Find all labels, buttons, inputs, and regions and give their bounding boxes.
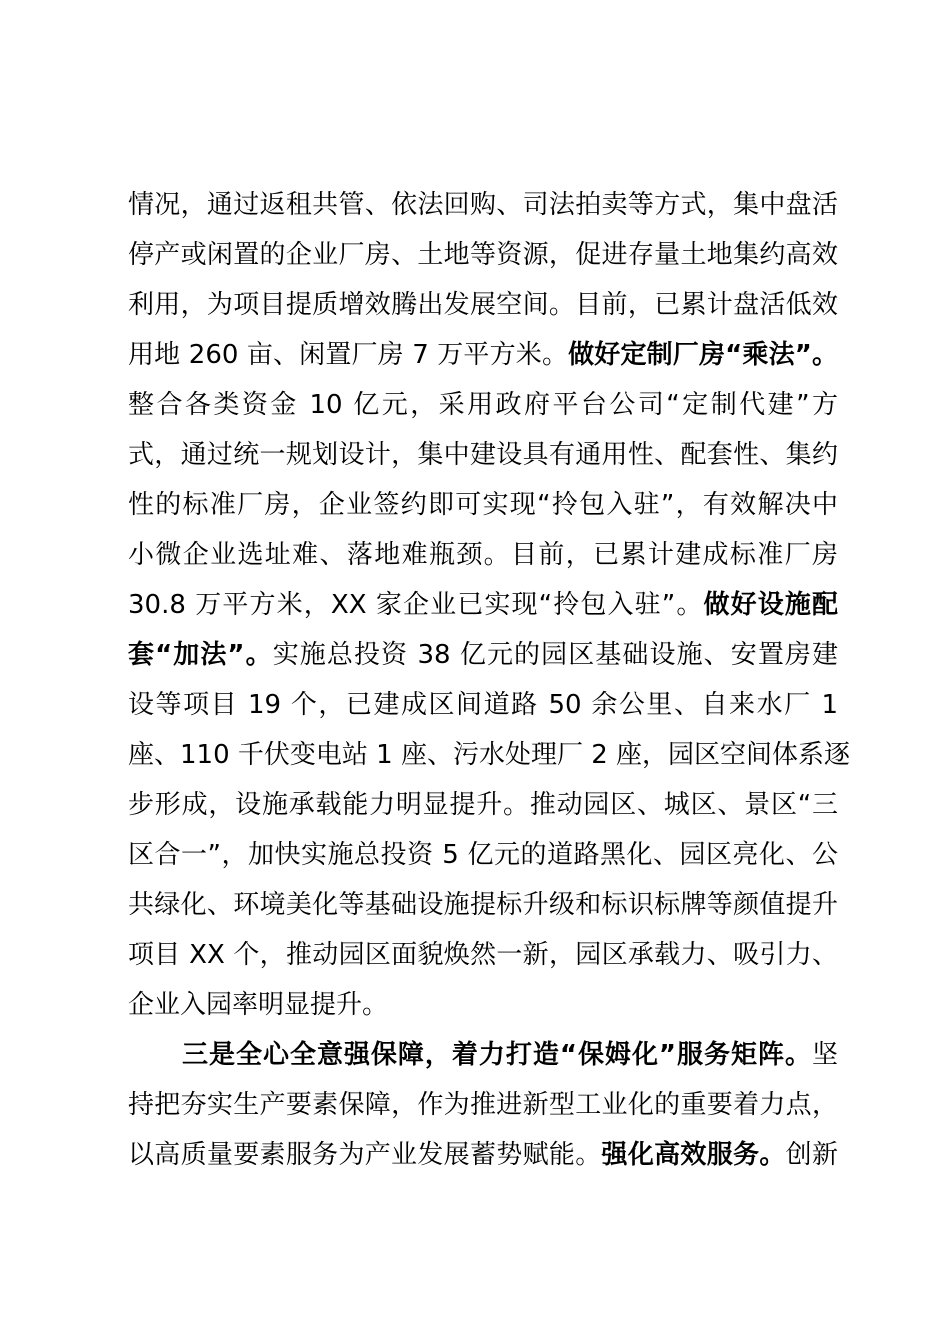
body-text: 30.8 万平方米，XX 家企业已实现“拎包入驻”。 <box>128 590 704 620</box>
body-text: 实施总投资 38 亿元的园区基础设施、安置房建 <box>272 640 838 670</box>
bold-heading-text: 做好定制厂房“乘法”。 <box>568 340 838 370</box>
bold-heading-text: 套“加法”。 <box>128 640 273 670</box>
bold-heading-text: 三是全心全意强保障，着力打造“保姆化”服务矩阵。 <box>128 1040 812 1070</box>
text-line <box>128 1030 838 1080</box>
text-line <box>128 930 838 980</box>
body-text: 利用，为项目提质增效腾出发展空间。目前，已累计盘活低效 <box>128 290 838 320</box>
text-line <box>128 280 838 330</box>
text-line <box>128 1080 838 1130</box>
body-text: 式，通过统一规划设计，集中建设具有通用性、配套性、集约 <box>128 440 838 470</box>
bold-heading-text: 做好设施配 <box>703 590 838 620</box>
text-line <box>128 580 838 630</box>
body-text: 持把夯实生产要素保障，作为推进新型工业化的重要着力点， <box>128 1090 838 1120</box>
paragraph-2 <box>128 1030 838 1180</box>
body-text: 区合一”，加快实施总投资 5 亿元的道路黑化、园区亮化、公 <box>128 840 838 870</box>
bold-heading-text: 强化高效服务。 <box>601 1140 786 1170</box>
text-line <box>128 680 838 730</box>
body-text: 以高质量要素服务为产业发展蓄势赋能。 <box>128 1140 602 1170</box>
body-text: 共绿化、环境美化等基础设施提标升级和标识标牌等颜值提升 <box>128 890 838 920</box>
body-text: 项目 XX 个，推动园区面貌焕然一新，园区承载力、吸引力、 <box>128 940 838 970</box>
body-text: 步形成，设施承载能力明显提升。推动园区、城区、景区“三 <box>128 790 838 820</box>
text-line <box>128 780 838 830</box>
text-line <box>128 230 838 280</box>
body-text: 性的标准厂房，企业签约即可实现“拎包入驻”，有效解决中 <box>128 490 838 520</box>
paragraph-1 <box>128 180 851 1030</box>
text-line <box>128 530 838 580</box>
body-text: 设等项目 19 个，已建成区间道路 50 余公里、自来水厂 1 <box>128 690 838 720</box>
body-text: 用地 260 亩、闲置厂房 7 万平方米。 <box>128 340 569 370</box>
text-line <box>128 730 851 780</box>
text-line <box>128 880 838 930</box>
body-text: 座、110 千伏变电站 1 座、污水处理厂 2 座，园区空间体系逐 <box>128 740 851 770</box>
text-line <box>128 830 838 880</box>
text-line <box>128 1130 838 1180</box>
body-text: 创新 <box>785 1140 838 1170</box>
body-text: 坚 <box>811 1040 838 1070</box>
body-text: 企业入园率明显提升。 <box>128 990 389 1020</box>
body-text: 整合各类资金 10 亿元，采用政府平台公司“定制代建”方 <box>128 390 838 420</box>
text-line <box>128 980 838 1030</box>
text-line <box>128 330 838 380</box>
body-text: 小微企业选址难、落地难瓶颈。目前，已累计建成标准厂房 <box>128 540 838 570</box>
body-text: 情况，通过返租共管、依法回购、司法拍卖等方式，集中盘活 <box>128 190 838 220</box>
body-text: 停产或闲置的企业厂房、土地等资源，促进存量土地集约高效 <box>128 240 838 270</box>
text-line <box>128 180 838 230</box>
text-line <box>128 630 838 680</box>
text-line <box>128 480 838 530</box>
text-line <box>128 430 838 480</box>
text-line <box>128 380 838 430</box>
document-body <box>128 180 851 1180</box>
